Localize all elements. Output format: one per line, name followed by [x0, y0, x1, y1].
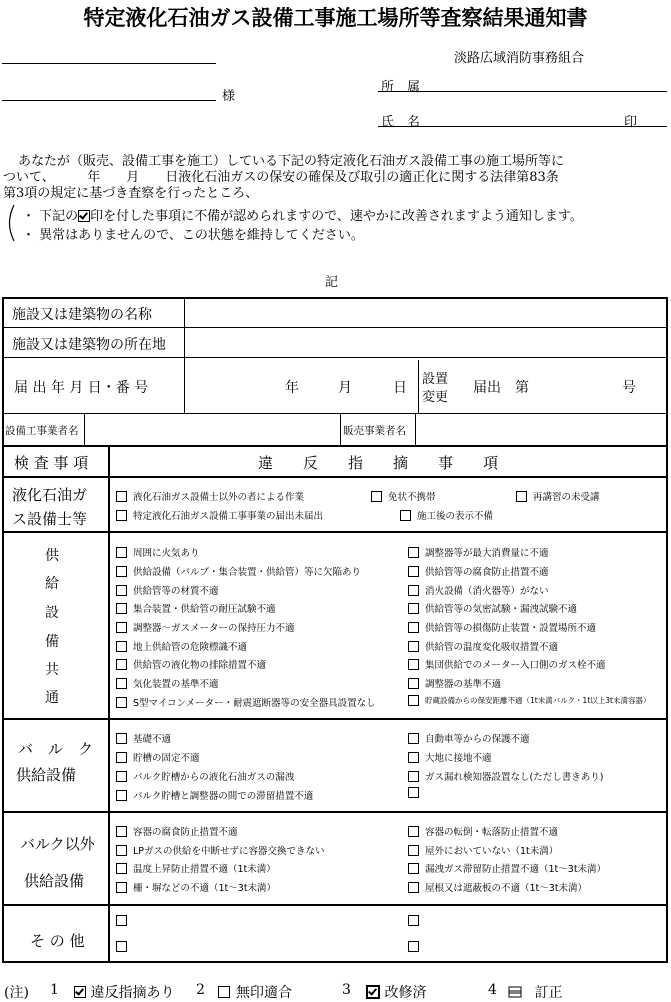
table-bottom-border — [2, 961, 668, 963]
ki-heading: 記 — [325, 275, 339, 290]
checkbox-icon[interactable] — [408, 863, 419, 874]
checkbox-item[interactable]: 集合装置・供給管の耐圧試験不適 — [116, 601, 276, 615]
legend-number-2: 2 — [196, 982, 205, 998]
checkbox-item[interactable] — [116, 916, 133, 927]
section-nonbulk-label-2: 供給設備 — [24, 872, 85, 890]
department-label: 所 属 — [381, 80, 421, 95]
section-common-label-2: 給 — [45, 576, 59, 592]
checkbox-item[interactable]: 供給管等の損傷防止装置・設置場所不適 — [408, 620, 596, 634]
seal-mark: 印 — [624, 115, 638, 130]
body-line-2: ついて、 年 月 日液化石油ガスの保安の確保及び取引の適正化に関する法律第83条 — [3, 170, 559, 185]
checkbox-item[interactable]: 周囲に火気あり — [116, 545, 200, 559]
checkbox-icon[interactable] — [116, 566, 127, 577]
col-sep — [184, 297, 185, 413]
correction-box-icon — [508, 986, 522, 998]
checkbox-icon[interactable] — [116, 826, 127, 837]
col-inspection-header: 検 査 事 項 — [14, 454, 89, 472]
checkbox-item[interactable]: 免状不携帯 — [371, 489, 436, 503]
col-sep — [84, 413, 85, 445]
checkbox-icon[interactable] — [116, 915, 127, 926]
row-sep — [2, 718, 668, 720]
setchi-label: 設置 — [422, 372, 449, 387]
col-violation-header: 違 反 指 摘 事 項 — [258, 454, 499, 472]
checkbox-icon[interactable] — [408, 915, 419, 926]
checkbox-icon[interactable] — [408, 941, 419, 952]
checkbox-item[interactable]: 供給管等の腐食防止措置不適 — [408, 564, 549, 578]
row-sep — [2, 357, 668, 358]
notice-year: 年 — [285, 380, 299, 396]
checkbox-item[interactable]: 消火設備（消火器等）がない — [408, 583, 549, 597]
checkbox-item[interactable]: 大地に接地不適 — [408, 750, 492, 764]
checkbox-item[interactable]: 柵・塀などの不適（1t～3t未満） — [116, 880, 276, 894]
facility-address-label: 施設又は建築物の所在地 — [12, 337, 166, 353]
checked-box-icon — [74, 986, 86, 998]
checkbox-item[interactable]: 自動車等からの保護不適 — [408, 731, 530, 745]
checkbox-icon[interactable] — [516, 491, 527, 502]
checkbox-icon[interactable] — [408, 547, 419, 558]
recipient-line-1[interactable] — [2, 50, 216, 64]
section-other-label: そ の 他 — [30, 932, 85, 950]
checkbox-item[interactable]: 地上供給管の危険標識不適 — [116, 639, 247, 653]
checkbox-item[interactable]: 漏洩ガス滞留防止措置不適（1t～3t未満） — [408, 861, 606, 875]
checkbox-item[interactable]: 屋外においていない（1t未満） — [408, 843, 558, 857]
checkbox-item[interactable]: 調整器～ガスメーターの保持圧力不適 — [116, 620, 295, 634]
checkbox-item[interactable]: 供給管の温度変化吸収措置不適 — [408, 639, 558, 653]
checkbox-icon[interactable] — [408, 622, 419, 633]
section-common-label-5: 共 — [45, 662, 59, 678]
checkbox-item[interactable]: 特定液化石油ガス設備工事事業の届出未届出 — [116, 508, 323, 522]
todoke-label: 届出 第 — [473, 380, 529, 396]
col-sep — [340, 413, 341, 445]
checkbox-icon[interactable] — [116, 771, 127, 782]
checkbox-icon[interactable] — [408, 771, 419, 782]
row-sep — [2, 327, 668, 328]
section-common-label-1: 供 — [45, 548, 59, 564]
checkbox-item[interactable]: 供給管等の材質不適 — [116, 583, 219, 597]
legend-number-4: 4 — [488, 982, 497, 998]
checkbox-item[interactable]: 供給設備（バルブ・集合装置・供給管）等に欠陥あり — [116, 564, 361, 578]
checkbox-item[interactable]: 施工後の表示不備 — [400, 508, 493, 522]
facility-name-field[interactable] — [186, 299, 664, 326]
checkbox-item[interactable]: 供給管の液化物の排除措置不適 — [116, 657, 266, 671]
legend-item-3: 改修済 — [366, 982, 426, 1002]
checkbox-icon[interactable] — [116, 882, 127, 893]
checkbox-icon[interactable] — [408, 678, 419, 689]
table-right-border — [666, 297, 668, 963]
checkbox-item[interactable]: 調整器の基準不適 — [408, 676, 501, 690]
checked-box-icon — [78, 210, 90, 222]
checkbox-icon[interactable] — [116, 585, 127, 596]
row-sep — [2, 476, 668, 478]
checkbox-icon[interactable] — [408, 787, 419, 798]
recipient-line-2[interactable] — [2, 87, 216, 101]
col-sep — [415, 413, 416, 445]
checkbox-icon[interactable] — [116, 752, 127, 763]
footer-note: (注) — [4, 985, 29, 1001]
checkbox-icon[interactable] — [400, 510, 411, 521]
section-bulk-label-1: バ ル ク — [18, 740, 94, 758]
checkbox-item[interactable]: S型マイコンメーター・耐震遮断器等の安全器具設置なし — [116, 695, 376, 709]
checkbox-item[interactable]: 容器の腐食防止措置不適 — [116, 824, 238, 838]
checkbox-item[interactable]: バルク貯槽からの液化石油ガスの漏洩 — [116, 769, 294, 783]
checkbox-icon[interactable] — [116, 697, 127, 708]
checkbox-item[interactable]: 液化石油ガス設備士以外の者による作業 — [116, 489, 304, 503]
section-engineer-label-2: ス設備士等 — [12, 510, 88, 528]
legend-number-3: 3 — [342, 982, 351, 998]
checkbox-item[interactable]: 温度上昇防止措置不適（1t未満） — [116, 861, 276, 875]
checkbox-icon[interactable] — [116, 641, 127, 652]
name-label: 氏 名 — [381, 115, 421, 130]
checkbox-item[interactable] — [116, 942, 133, 953]
legend-item-2: 無印適合 — [218, 982, 292, 1002]
notice-day: 日 — [393, 380, 407, 396]
checkbox-icon[interactable] — [116, 733, 127, 744]
checkbox-item[interactable] — [408, 788, 425, 799]
row-sep — [2, 811, 668, 813]
row-sep — [2, 904, 668, 906]
checkbox-icon[interactable] — [408, 585, 419, 596]
option-no-issue: ・ 異常はありませんので、この状態を維持してください。 — [22, 228, 364, 243]
checkbox-icon[interactable] — [116, 510, 127, 521]
facility-address-field[interactable] — [186, 329, 664, 356]
legend-number-1: 1 — [50, 982, 59, 998]
col-sep — [418, 360, 419, 413]
checkbox-item[interactable]: 調整器等が最大消費量に不適 — [408, 545, 549, 559]
checkbox-item[interactable]: 再講習の未受講 — [516, 489, 600, 503]
legend-item-4: 訂正 — [508, 982, 562, 1002]
table-left-border — [2, 297, 4, 963]
checkbox-item[interactable]: 集団供給でのメーター入口側のガス栓不適 — [408, 657, 606, 671]
document-title: 特定液化石油ガス設備工事施工場所等査察結果通知書 — [83, 6, 588, 30]
checkbox-item[interactable]: 気化装置の基準不適 — [116, 676, 219, 690]
col-sep — [108, 445, 110, 962]
checkbox-item[interactable]: ガス漏れ検知器設置なし(ただし書きあり) — [408, 769, 603, 783]
checkbox-item[interactable]: 供給管等の気密試験・漏洩試験不適 — [408, 601, 577, 615]
left-paren-bracket — [4, 203, 16, 243]
section-common-label-6: 通 — [45, 690, 59, 706]
organization-name: 淡路広域消防事務組合 — [454, 51, 585, 66]
seller-field[interactable] — [417, 415, 665, 444]
checkbox-icon[interactable] — [116, 622, 127, 633]
checkbox-icon[interactable] — [408, 826, 419, 837]
seller-label: 販売事業者名 — [343, 425, 406, 437]
checkbox-item[interactable]: 容器の転倒・転落防止措置不適 — [408, 824, 558, 838]
checkbox-icon[interactable] — [116, 659, 127, 670]
number-suffix: 号 — [622, 380, 636, 396]
honorific: 様 — [222, 89, 236, 104]
empty-box-icon — [218, 986, 230, 998]
checkbox-icon[interactable] — [408, 659, 419, 670]
section-common-label-4: 備 — [45, 634, 59, 650]
checkbox-icon[interactable] — [116, 491, 127, 502]
checkbox-icon[interactable] — [408, 733, 419, 744]
henko-label: 変更 — [422, 390, 449, 405]
checkbox-item[interactable]: 屋根又は遮蔽板の不適（1t～3t未満） — [408, 880, 587, 894]
notice-month: 月 — [338, 380, 352, 396]
checkbox-icon[interactable] — [116, 941, 127, 952]
checkbox-icon[interactable] — [116, 678, 127, 689]
checkbox-icon[interactable] — [371, 491, 382, 502]
section-nonbulk-label-1: バルク以外 — [20, 835, 95, 853]
checked-box-icon — [366, 985, 380, 999]
checkbox-icon[interactable] — [116, 845, 127, 856]
checkbox-icon[interactable] — [408, 882, 419, 893]
checkbox-item[interactable] — [408, 916, 425, 927]
row-sep — [2, 531, 668, 533]
checkbox-item[interactable]: LPガスの供給を中断せずに容器交換できない — [116, 843, 325, 857]
checkbox-icon[interactable] — [408, 845, 419, 856]
checkbox-item[interactable]: 貯蔵設備からの保安距離不適（1t未満バルク・1t以上3t未満容器） — [408, 695, 651, 707]
checkbox-icon[interactable] — [408, 566, 419, 577]
checkbox-icon[interactable] — [116, 790, 127, 801]
checkbox-icon[interactable] — [408, 695, 419, 706]
legend-item-1: 違反指摘あり — [74, 982, 174, 1002]
facility-name-label: 施設又は建築物の名称 — [12, 307, 152, 323]
contractor-field[interactable] — [86, 415, 338, 444]
section-bulk-label-2: 供給設備 — [16, 766, 77, 784]
option-deficiency: ・ 下記の 印を付した事項に不備が認められますので、速やかに改善されますよう通知します。 — [22, 209, 583, 224]
checkbox-icon[interactable] — [116, 547, 127, 558]
checkbox-item[interactable]: 基礎不適 — [116, 731, 171, 745]
checkbox-item[interactable]: バルク貯槽と調整器の間での滞留措置不適 — [116, 788, 313, 802]
body-line-1: あなたが（販売、設備工事を施工）している下記の特定液化石油ガス設備工事の施工場所等に — [18, 154, 565, 169]
checkbox-icon[interactable] — [116, 603, 127, 614]
notice-date-label: 届 出 年 月 日・番 号 — [14, 380, 149, 396]
checkbox-icon[interactable] — [116, 863, 127, 874]
section-common-label-3: 設 — [45, 605, 59, 621]
row-sep — [2, 445, 668, 447]
checkbox-icon[interactable] — [408, 752, 419, 763]
row-sep — [2, 413, 668, 414]
checkbox-item[interactable] — [408, 942, 425, 953]
department-line[interactable] — [378, 78, 667, 92]
body-line-3: 第3項の規定に基づき査察を行ったところ、 — [3, 186, 259, 201]
contractor-label: 設備工事業者名 — [5, 425, 79, 437]
checkbox-icon[interactable] — [408, 641, 419, 652]
section-engineer-label-1: 液化石油ガ — [12, 486, 88, 504]
checkbox-icon[interactable] — [408, 603, 419, 614]
checkbox-item[interactable]: 貯槽の固定不適 — [116, 750, 200, 764]
